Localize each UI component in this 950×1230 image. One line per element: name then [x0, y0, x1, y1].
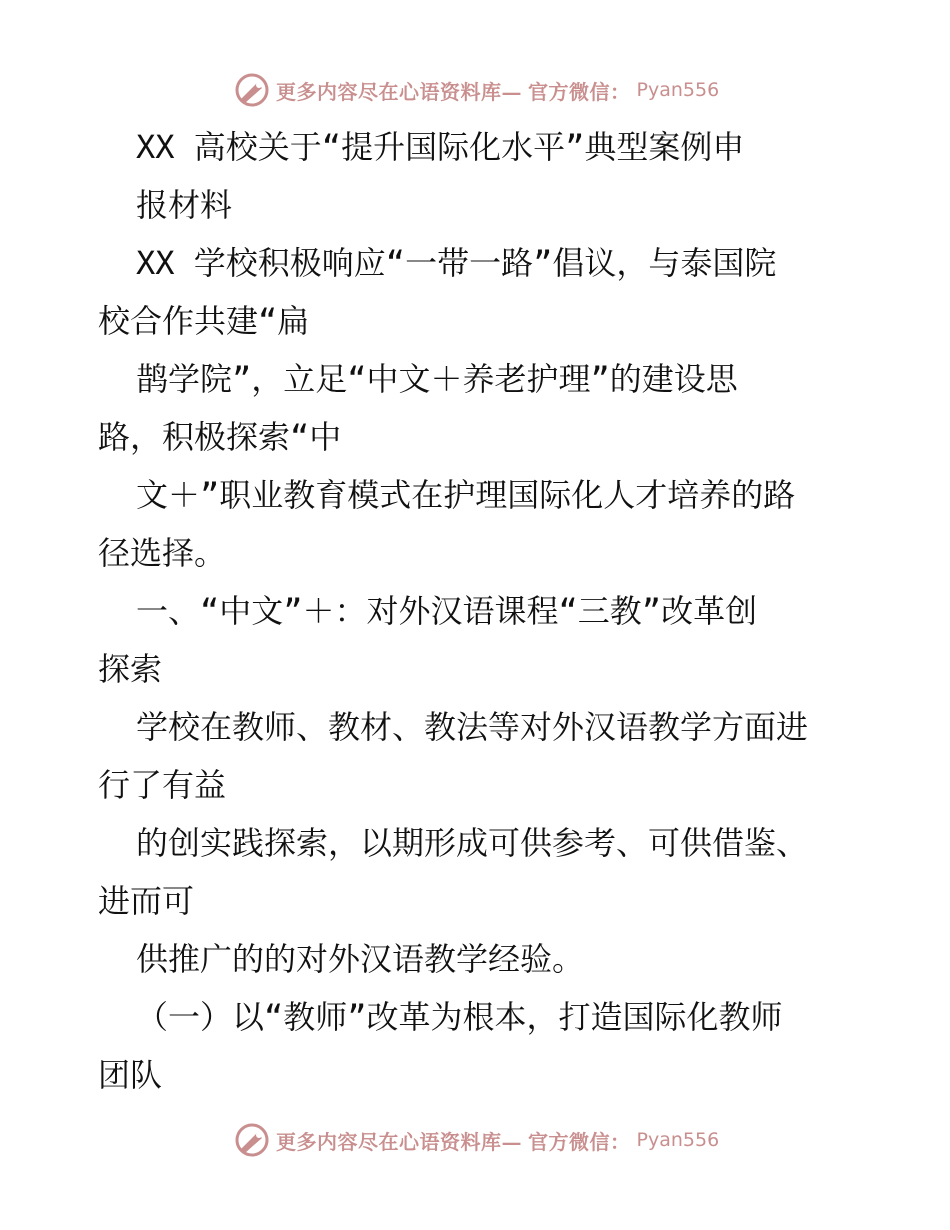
pen-nib-logo-icon — [234, 72, 270, 108]
text-line: 行了有益 — [98, 766, 227, 804]
text-line: 径选择。 — [98, 534, 227, 572]
text-line: 文＋”职业教育模式在护理国际化人才培养的路 — [136, 476, 796, 514]
subheading-line: （一）以“教师”改革为根本，打造国际化教师 — [136, 998, 783, 1036]
footer-watermark-banner — [234, 1120, 719, 1160]
text-line: 报材料 — [136, 186, 233, 224]
section-heading-line: 一、“中文”＋：对外汉语课程“三教”改革创 — [136, 592, 758, 630]
text-line: 的创实践探索，以期形成可供参考、可供借鉴、 — [136, 824, 809, 862]
banner-wechat-label: 官方微信： — [528, 1129, 631, 1154]
header-watermark-banner — [234, 70, 719, 110]
text-line: 供推广的的对外汉语教学经验。 — [136, 940, 585, 978]
text-line: 路，积极探索“中 — [98, 418, 342, 456]
banner-site-text: 更多内容尽在心语资料库— — [276, 1129, 522, 1154]
text-line: 进而可 — [98, 882, 195, 920]
banner-site-text: 更多内容尽在心语资料库— — [276, 79, 522, 104]
text-line: XX 高校关于“提升国际化水平”典型案例申 — [136, 128, 745, 166]
text-line: XX 学校积极响应“一带一路”倡议，与泰国院 — [136, 244, 777, 282]
document-body — [98, 118, 878, 1104]
text-line: 校合作共建“扁 — [98, 302, 310, 340]
text-line: 鹊学院”，立足“中文＋养老护理”的建设思 — [136, 360, 738, 398]
banner-wechat-id: Pyan556 — [636, 79, 720, 101]
banner-wechat-id: Pyan556 — [636, 1129, 720, 1151]
section-heading-line: 探索 — [98, 650, 163, 688]
banner-wechat-label: 官方微信： — [528, 79, 631, 104]
subheading-line: 团队 — [98, 1056, 163, 1094]
text-line: 学校在教师、教材、教法等对外汉语教学方面进 — [136, 708, 809, 746]
pen-nib-logo-icon — [234, 1122, 270, 1158]
